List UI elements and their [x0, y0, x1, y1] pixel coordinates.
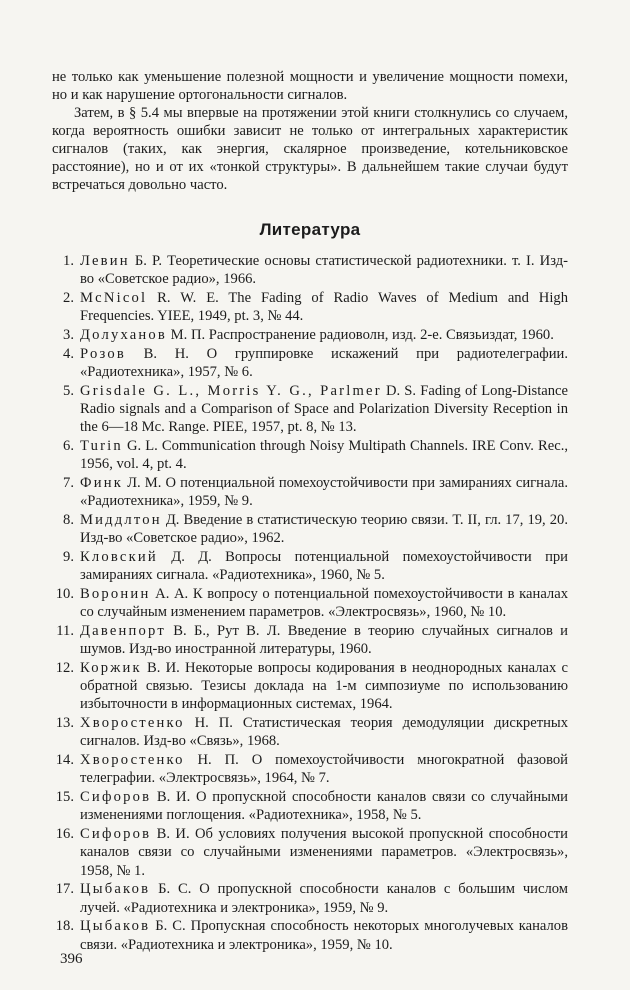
reference-text: Н. П. Статистическая теория демодуляции дискретных сигналов. Изд-во «Связь», 1968.: [80, 715, 568, 750]
reference-author: Хворостенко: [80, 715, 185, 732]
reference-item: [52, 326, 568, 344]
reference-item: [52, 622, 568, 659]
reference-author: Розов: [80, 345, 126, 362]
reference-text: D. S. Fading of Long-Distance Radio signals and a Comparison of Space and Polarization Diversity Reception in the 6—18 Mc. Range. PIEE, 1957, pt. 8, № 13.: [80, 382, 568, 436]
reference-author: Сифоров: [80, 826, 152, 843]
reference-text: R. W. E. The Fading of Radio Waves of Medium and High Frequencies. YIEE, 1949, pt. 3, № 44.: [80, 289, 568, 325]
reference-text: В. Б., Рут В. Л. Введение в теорию случайных сигналов и шумов. Изд-во иностранной литературы, 1960.: [80, 622, 568, 658]
reference-number: 10.: [55, 585, 74, 602]
reference-text: Б. С. О пропускной способности каналов с большим числом лучей. «Радиотехника и электроника», 1959, № 9.: [80, 881, 568, 916]
intro-paragraph-2: Затем, в § 5.4 мы впервые на протяжении этой книги столкнулись со случаем, когда вероятность ошибки зависит не только от интегральных характеристик сигналов (таких, как энергия, скалярное произведение, котельниковское расстояние), но и от их «тонкой структуры». В дальнейшем такие случаи будут встречаться довольно часто.: [52, 105, 568, 193]
reference-author: Миддлтон: [80, 511, 162, 528]
reference-text: В. Н. О группировке искажений при радиотелеграфии. «Радиотехника», 1957, № 6.: [80, 345, 568, 380]
reference-item: [52, 714, 568, 751]
reference-author: Коржик: [80, 659, 142, 676]
reference-text: В. И. О пропускной способности каналов связи со случайными изменениями поглощения. «Радиотехника», 1958, № 5.: [80, 789, 568, 824]
reference-text: А. А. К вопросу о потенциальной помехоустойчивости в каналах со случайным изменением параметров. «Электросвязь», 1960, № 10.: [80, 585, 568, 621]
reference-author: Давенпорт: [80, 622, 166, 639]
reference-author: McNicol: [80, 289, 148, 306]
intro-text: [52, 68, 568, 194]
reference-text: G. L. Communication through Noisy Multipath Channels. IRE Conv. Rec., 1956, vol. 4, pt. 4.: [80, 437, 568, 473]
reference-item: [52, 751, 568, 788]
reference-text: Б. Р. Теоретические основы статистической радиотехники. т. I. Изд-во «Советское радио», 1966.: [80, 253, 568, 288]
reference-number: 13.: [55, 715, 74, 732]
reference-item: [52, 825, 568, 880]
intro-paragraph-1: не только как уменьшение полезной мощности и увеличение мощности помехи, но и как нарушение ортогональности сигналов.: [52, 69, 568, 103]
reference-number: 17.: [55, 881, 74, 898]
reference-number: 1.: [63, 253, 74, 269]
reference-item: [52, 880, 568, 917]
reference-author: Turin: [80, 437, 123, 454]
reference-text: В. И. Об условиях получения высокой пропускной способности каналов связи со случайными изменениями параметров. «Электросвязь», 1958, № 1.: [80, 826, 568, 879]
reference-item: [52, 585, 568, 622]
reference-author: Финк: [80, 474, 124, 491]
reference-number: 14.: [55, 752, 74, 769]
reference-number: 7.: [63, 474, 74, 491]
reference-number: 11.: [56, 622, 74, 639]
reference-item: [52, 917, 568, 954]
reference-text: В. И. Некоторые вопросы кодирования в неоднородных каналах с обратной связью. Тезисы доклада на 1-м симпозиуме по использованию избыточности в информационных системах, 1964.: [80, 659, 568, 713]
reference-item: [52, 788, 568, 825]
reference-item: [52, 252, 568, 289]
reference-item: [52, 345, 568, 382]
page-number: 396: [60, 951, 83, 967]
reference-item: [52, 289, 568, 326]
reference-author: Левин: [80, 253, 130, 269]
reference-text: Д. Д. Вопросы потенциальной помехоустойчивости при замираниях сигнала. «Радиотехника», 1960, № 5.: [80, 548, 568, 584]
reference-number: 16.: [55, 826, 74, 843]
reference-number: 6.: [63, 437, 74, 454]
reference-list: [52, 252, 568, 954]
reference-item: [52, 511, 568, 548]
reference-item: [52, 437, 568, 474]
reference-author: Долуханов: [80, 326, 168, 343]
reference-author: Цыбаков: [80, 918, 151, 935]
reference-item: [52, 382, 568, 437]
reference-item: [52, 474, 568, 511]
reference-author: Цыбаков: [80, 881, 151, 898]
reference-text: Д. Введение в статистическую теорию связи. Т. II, гл. 17, 19, 20. Изд-во «Советское радио», 1962.: [80, 511, 568, 547]
reference-number: 3.: [63, 326, 74, 343]
reference-text: Л. М. О потенциальной помехоустойчивости при замираниях сигнала. «Радиотехника», 1959, № 9.: [80, 474, 568, 510]
page-body: [52, 68, 568, 954]
reference-number: 18.: [55, 918, 74, 935]
reference-number: 15.: [55, 789, 74, 806]
reference-text: Н. П. О помехоустойчивости многократной фазовой телеграфии. «Электросвязь», 1964, № 7.: [80, 752, 568, 787]
reference-number: 2.: [63, 289, 74, 306]
reference-number: 12.: [55, 659, 74, 676]
reference-text: М. П. Распространение радиоволн, изд. 2-е. Связьиздат, 1960.: [167, 326, 554, 343]
section-heading: Литература: [259, 220, 361, 239]
reference-author: Grisdale G. L., Morris Y. G., Parlmer: [80, 382, 382, 399]
reference-number: 8.: [63, 511, 74, 528]
reference-number: 9.: [63, 548, 74, 565]
reference-author: Воронин: [80, 585, 151, 602]
reference-author: Сифоров: [80, 789, 152, 806]
reference-number: 4.: [63, 345, 74, 362]
reference-author: Хворостенко: [80, 752, 185, 769]
reference-item: [52, 659, 568, 714]
reference-number: 5.: [63, 382, 74, 399]
reference-text: Б. С. Пропускная способность некоторых многолучевых каналов связи. «Радиотехника и электроника», 1959, № 10.: [80, 918, 568, 953]
reference-author: Кловский: [80, 548, 158, 565]
reference-item: [52, 548, 568, 585]
